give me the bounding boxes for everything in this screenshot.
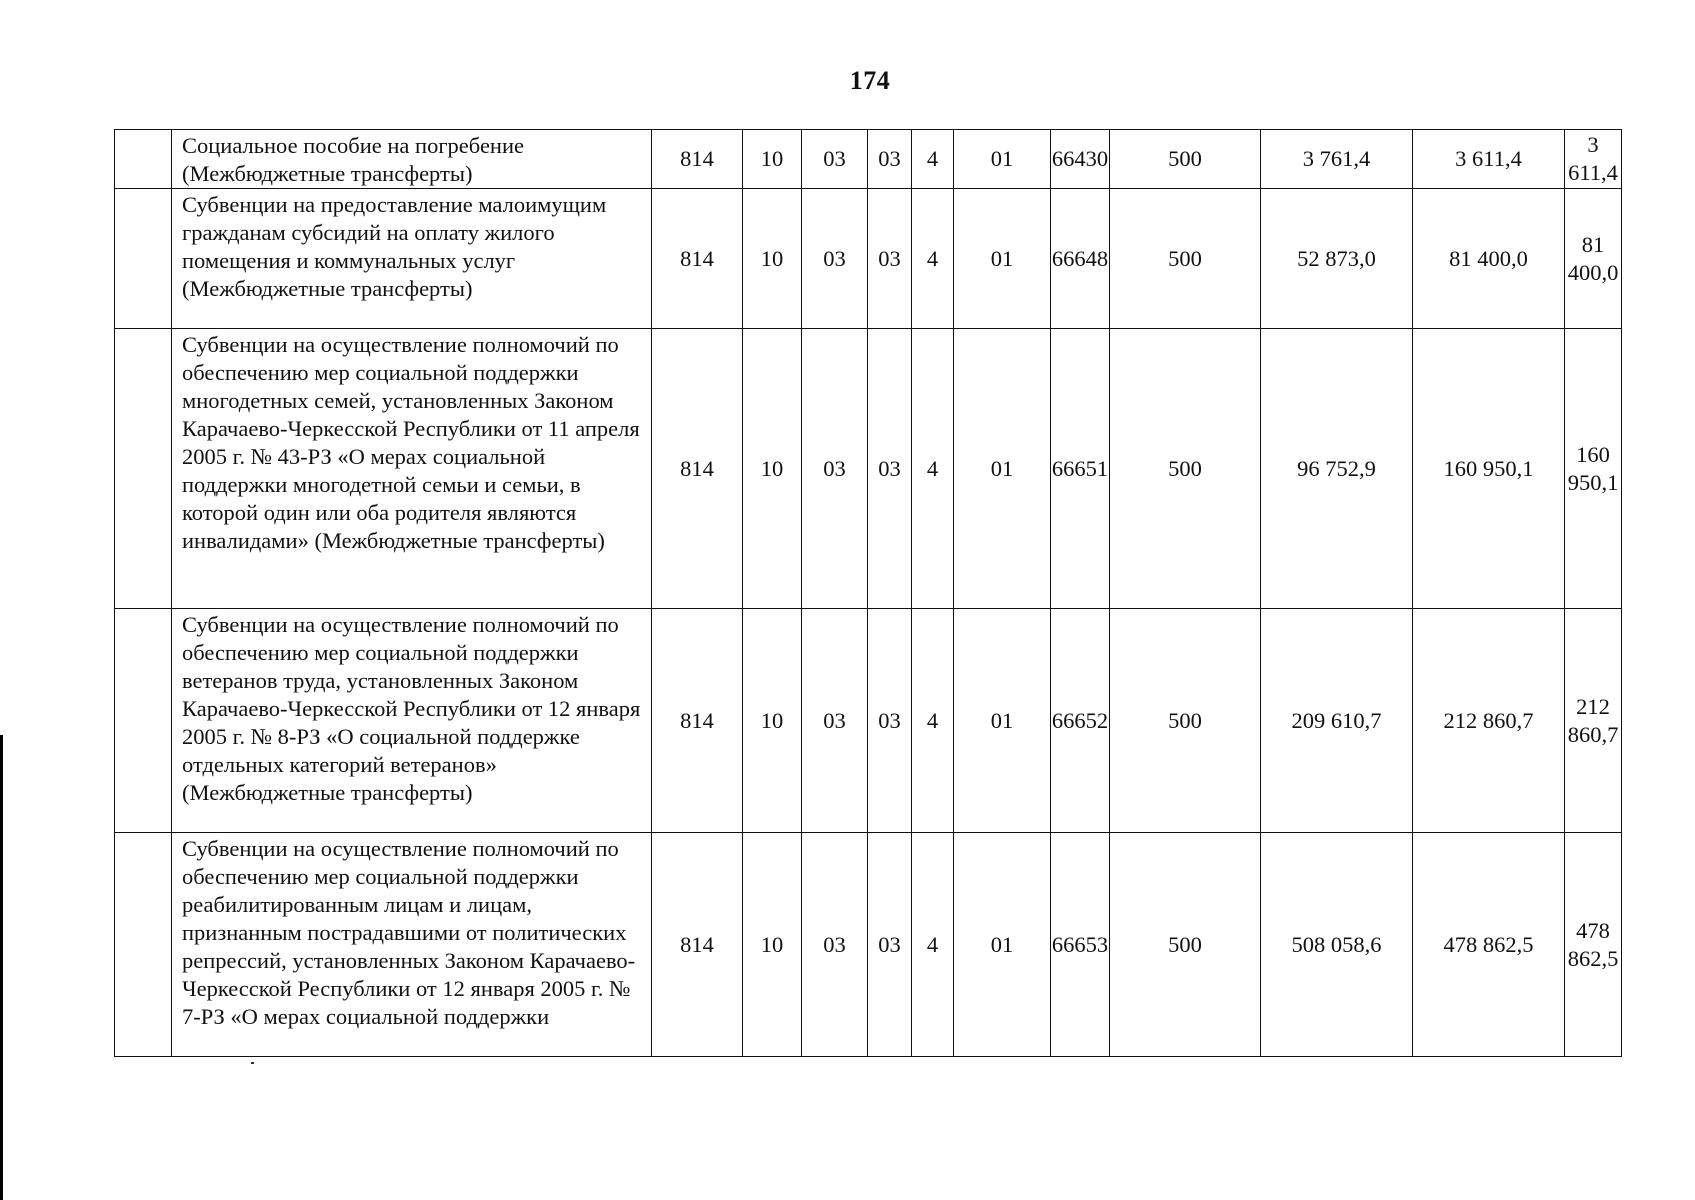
scan-dot [251, 1062, 254, 1064]
subprogram-code-cell: 4 [912, 329, 954, 609]
subprogram-code-cell: 4 [912, 130, 954, 189]
amount-cell: 52 873,0 [1261, 189, 1413, 329]
activity-code-cell: 01 [954, 130, 1051, 189]
section-code-cell: 10 [743, 329, 802, 609]
ministry-code-cell: 814 [652, 833, 743, 1057]
program-code-cell: 03 [868, 130, 912, 189]
program-code-cell: 03 [868, 329, 912, 609]
activity-code-cell: 01 [954, 189, 1051, 329]
subprogram-code-cell: 4 [912, 609, 954, 833]
table-row [115, 130, 1622, 189]
ministry-code-cell: 814 [652, 609, 743, 833]
description-cell: Субвенции на осуществление полномочий по обеспечению мер социальной поддержки ветеранов труда, установленных Законом Карачаево-Черкесской Республики от 12 января 2005 г. № 8-РЗ «О социальной поддержке отдельных категорий ветеранов» (Межбюджетные трансферты) [172, 609, 652, 833]
amount-cell: 508 058,6 [1261, 833, 1413, 1057]
row-number-cell [115, 329, 172, 609]
description-cell: Субвенции на предоставление малоимущим гражданам субсидий на оплату жилого помещения и коммунальных услуг (Межбюджетные трансферты) [172, 189, 652, 329]
subsection-code-cell: 03 [802, 130, 868, 189]
target-code-cell: 66653 [1051, 833, 1110, 1057]
expense-type-cell: 500 [1110, 189, 1261, 329]
table-row [115, 189, 1622, 329]
row-number-cell [115, 833, 172, 1057]
section-code-cell: 10 [743, 130, 802, 189]
scan-edge-line [0, 735, 3, 1200]
table-row [115, 609, 1622, 833]
amount-cell: 212 860,7 [1413, 609, 1565, 833]
ministry-code-cell: 814 [652, 189, 743, 329]
expense-type-cell: 500 [1110, 609, 1261, 833]
amount-cell: 81 400,0 [1413, 189, 1565, 329]
amount-cell: 478 862,5 [1565, 833, 1622, 1057]
target-code-cell: 66430 [1051, 130, 1110, 189]
table-row [115, 329, 1622, 609]
target-code-cell: 66652 [1051, 609, 1110, 833]
activity-code-cell: 01 [954, 609, 1051, 833]
subprogram-code-cell: 4 [912, 833, 954, 1057]
amount-cell: 3 611,4 [1413, 130, 1565, 189]
section-code-cell: 10 [743, 189, 802, 329]
subsection-code-cell: 03 [802, 329, 868, 609]
amount-cell: 209 610,7 [1261, 609, 1413, 833]
amount-cell: 160 950,1 [1413, 329, 1565, 609]
expense-type-cell: 500 [1110, 130, 1261, 189]
program-code-cell: 03 [868, 833, 912, 1057]
subsection-code-cell: 03 [802, 189, 868, 329]
activity-code-cell: 01 [954, 329, 1051, 609]
amount-cell: 3 761,4 [1261, 130, 1413, 189]
subprogram-code-cell: 4 [912, 189, 954, 329]
row-number-cell [115, 609, 172, 833]
ministry-code-cell: 814 [652, 329, 743, 609]
table-row [115, 833, 1622, 1057]
subsection-code-cell: 03 [802, 609, 868, 833]
amount-cell: 478 862,5 [1413, 833, 1565, 1057]
row-number-cell [115, 189, 172, 329]
amount-cell: 160 950,1 [1565, 329, 1622, 609]
expense-type-cell: 500 [1110, 329, 1261, 609]
budget-table [114, 129, 1622, 1057]
expense-type-cell: 500 [1110, 833, 1261, 1057]
description-cell: Субвенции на осуществление полномочий по обеспечению мер социальной поддержки многодетных семей, установленных Законом Карачаево-Черкесской Республики от 11 апреля 2005 г. № 43-РЗ «О мерах социальной поддержки многодетной семьи и семьи, в которой один или оба родителя являются инвалидами» (Межбюджетные трансферты) [172, 329, 652, 609]
section-code-cell: 10 [743, 833, 802, 1057]
target-code-cell: 66651 [1051, 329, 1110, 609]
subsection-code-cell: 03 [802, 833, 868, 1057]
program-code-cell: 03 [868, 189, 912, 329]
amount-cell: 212 860,7 [1565, 609, 1622, 833]
activity-code-cell: 01 [954, 833, 1051, 1057]
row-number-cell [115, 130, 172, 189]
page-number: 174 [849, 66, 891, 95]
program-code-cell: 03 [868, 609, 912, 833]
ministry-code-cell: 814 [652, 130, 743, 189]
amount-cell: 81 400,0 [1565, 189, 1622, 329]
target-code-cell: 66648 [1051, 189, 1110, 329]
amount-cell: 96 752,9 [1261, 329, 1413, 609]
amount-cell: 3 611,4 [1565, 130, 1622, 189]
section-code-cell: 10 [743, 609, 802, 833]
description-cell: Социальное пособие на погребение (Межбюджетные трансферты) [172, 130, 652, 189]
description-cell: Субвенции на осуществление полномочий по обеспечению мер социальной поддержки реабилитированным лицам и лицам, признанным пострадавшими от политических репрессий, установленных Законом Карачаево-Черкесской Республики от 12 января 2005 г. № 7-РЗ «О мерах социальной поддержки [172, 833, 652, 1057]
